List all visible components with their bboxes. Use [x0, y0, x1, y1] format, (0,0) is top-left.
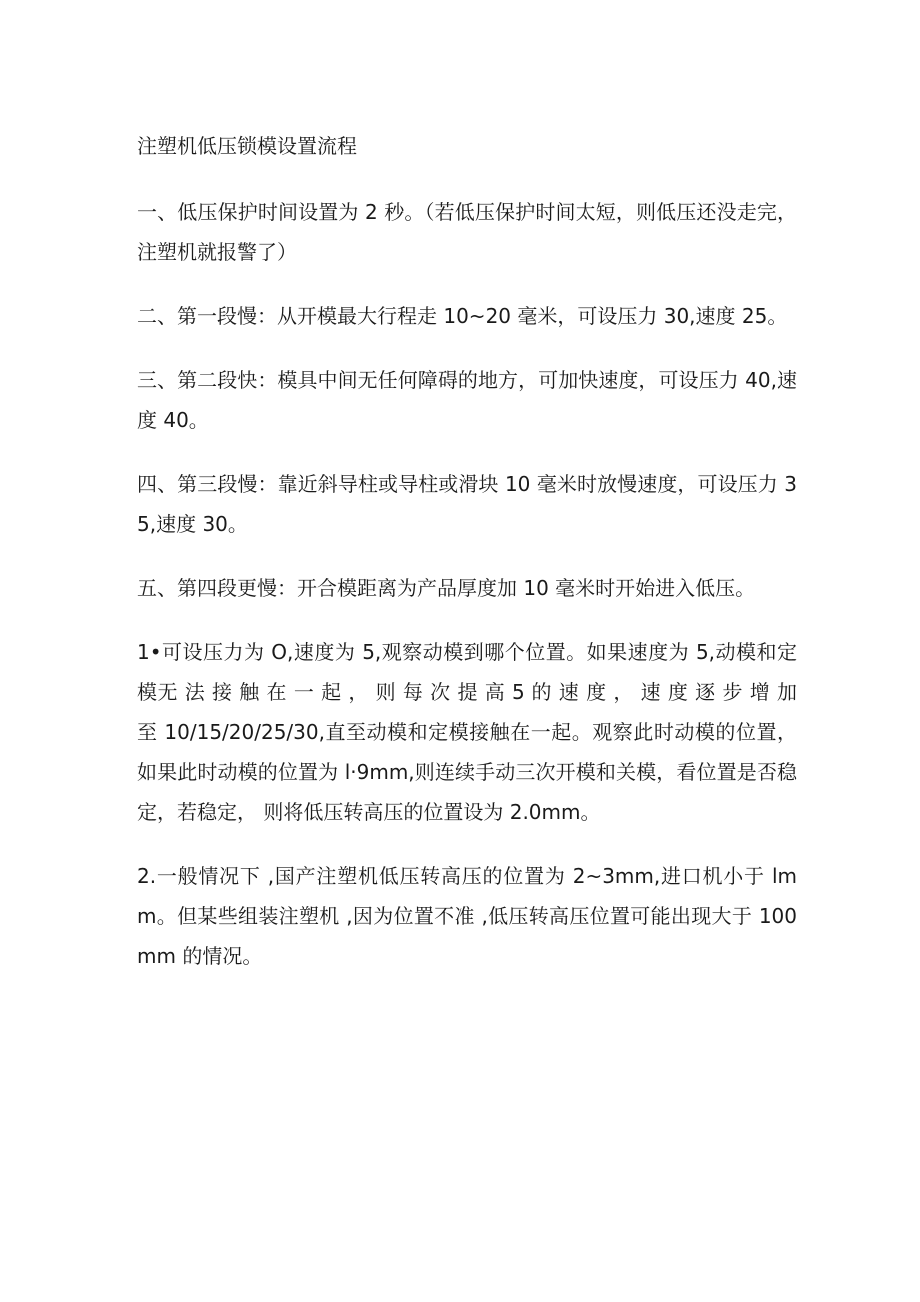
paragraph-step-one: 1•可设压力为 O,速度为 5,观察动模到哪个位置。如果速度为 5,动模和定模无 法 接 触 在 一 起 ， 则 每 次 提 高 5 的 速 度 ， 速 度 逐 步 增 加 至 10/15/20/25/30,直至动模和定模接触在一起。观察此时动模的位置，如果此时动模的位置为 l·9mm,则连续手动三次开模和关模，看位置是否稳定，若稳定， 则将低压转高压的位置设为 2.0mm。	[137, 640, 797, 824]
paragraph-step-two: 2.一般情况下 ,国产注塑机低压转高压的位置为 2~3mm,进口机小于 lmm。但某些组装注塑机 ,因为位置不准 ,低压转高压位置可能出现大于 100mm 的情况。	[137, 864, 797, 968]
paragraph-stage-one: 二、第一段慢：从开模最大行程走 10~20 毫米，可设压力 30,速度 25。	[137, 304, 788, 328]
paragraph-stage-four: 五、第四段更慢：开合模距离为产品厚度加 10 毫米时开始进入低压。	[137, 576, 756, 600]
paragraph-stage-three: 四、第三段慢：靠近斜导柱或导柱或滑块 10 毫米时放慢速度，可设压力 35,速度 30。	[137, 472, 797, 536]
document-title: 注塑机低压锁模设置流程	[137, 134, 357, 158]
document-body	[137, 128, 797, 1000]
paragraph-stage-two: 三、第二段快：模具中间无任何障碍的地方，可加快速度，可设压力 40,速度 40。	[137, 368, 797, 432]
paragraph-low-pressure-time: 一、低压保护时间设置为 2 秒。（若低压保护时间太短，则低压还没走完，注塑机就报警了）	[137, 200, 797, 264]
